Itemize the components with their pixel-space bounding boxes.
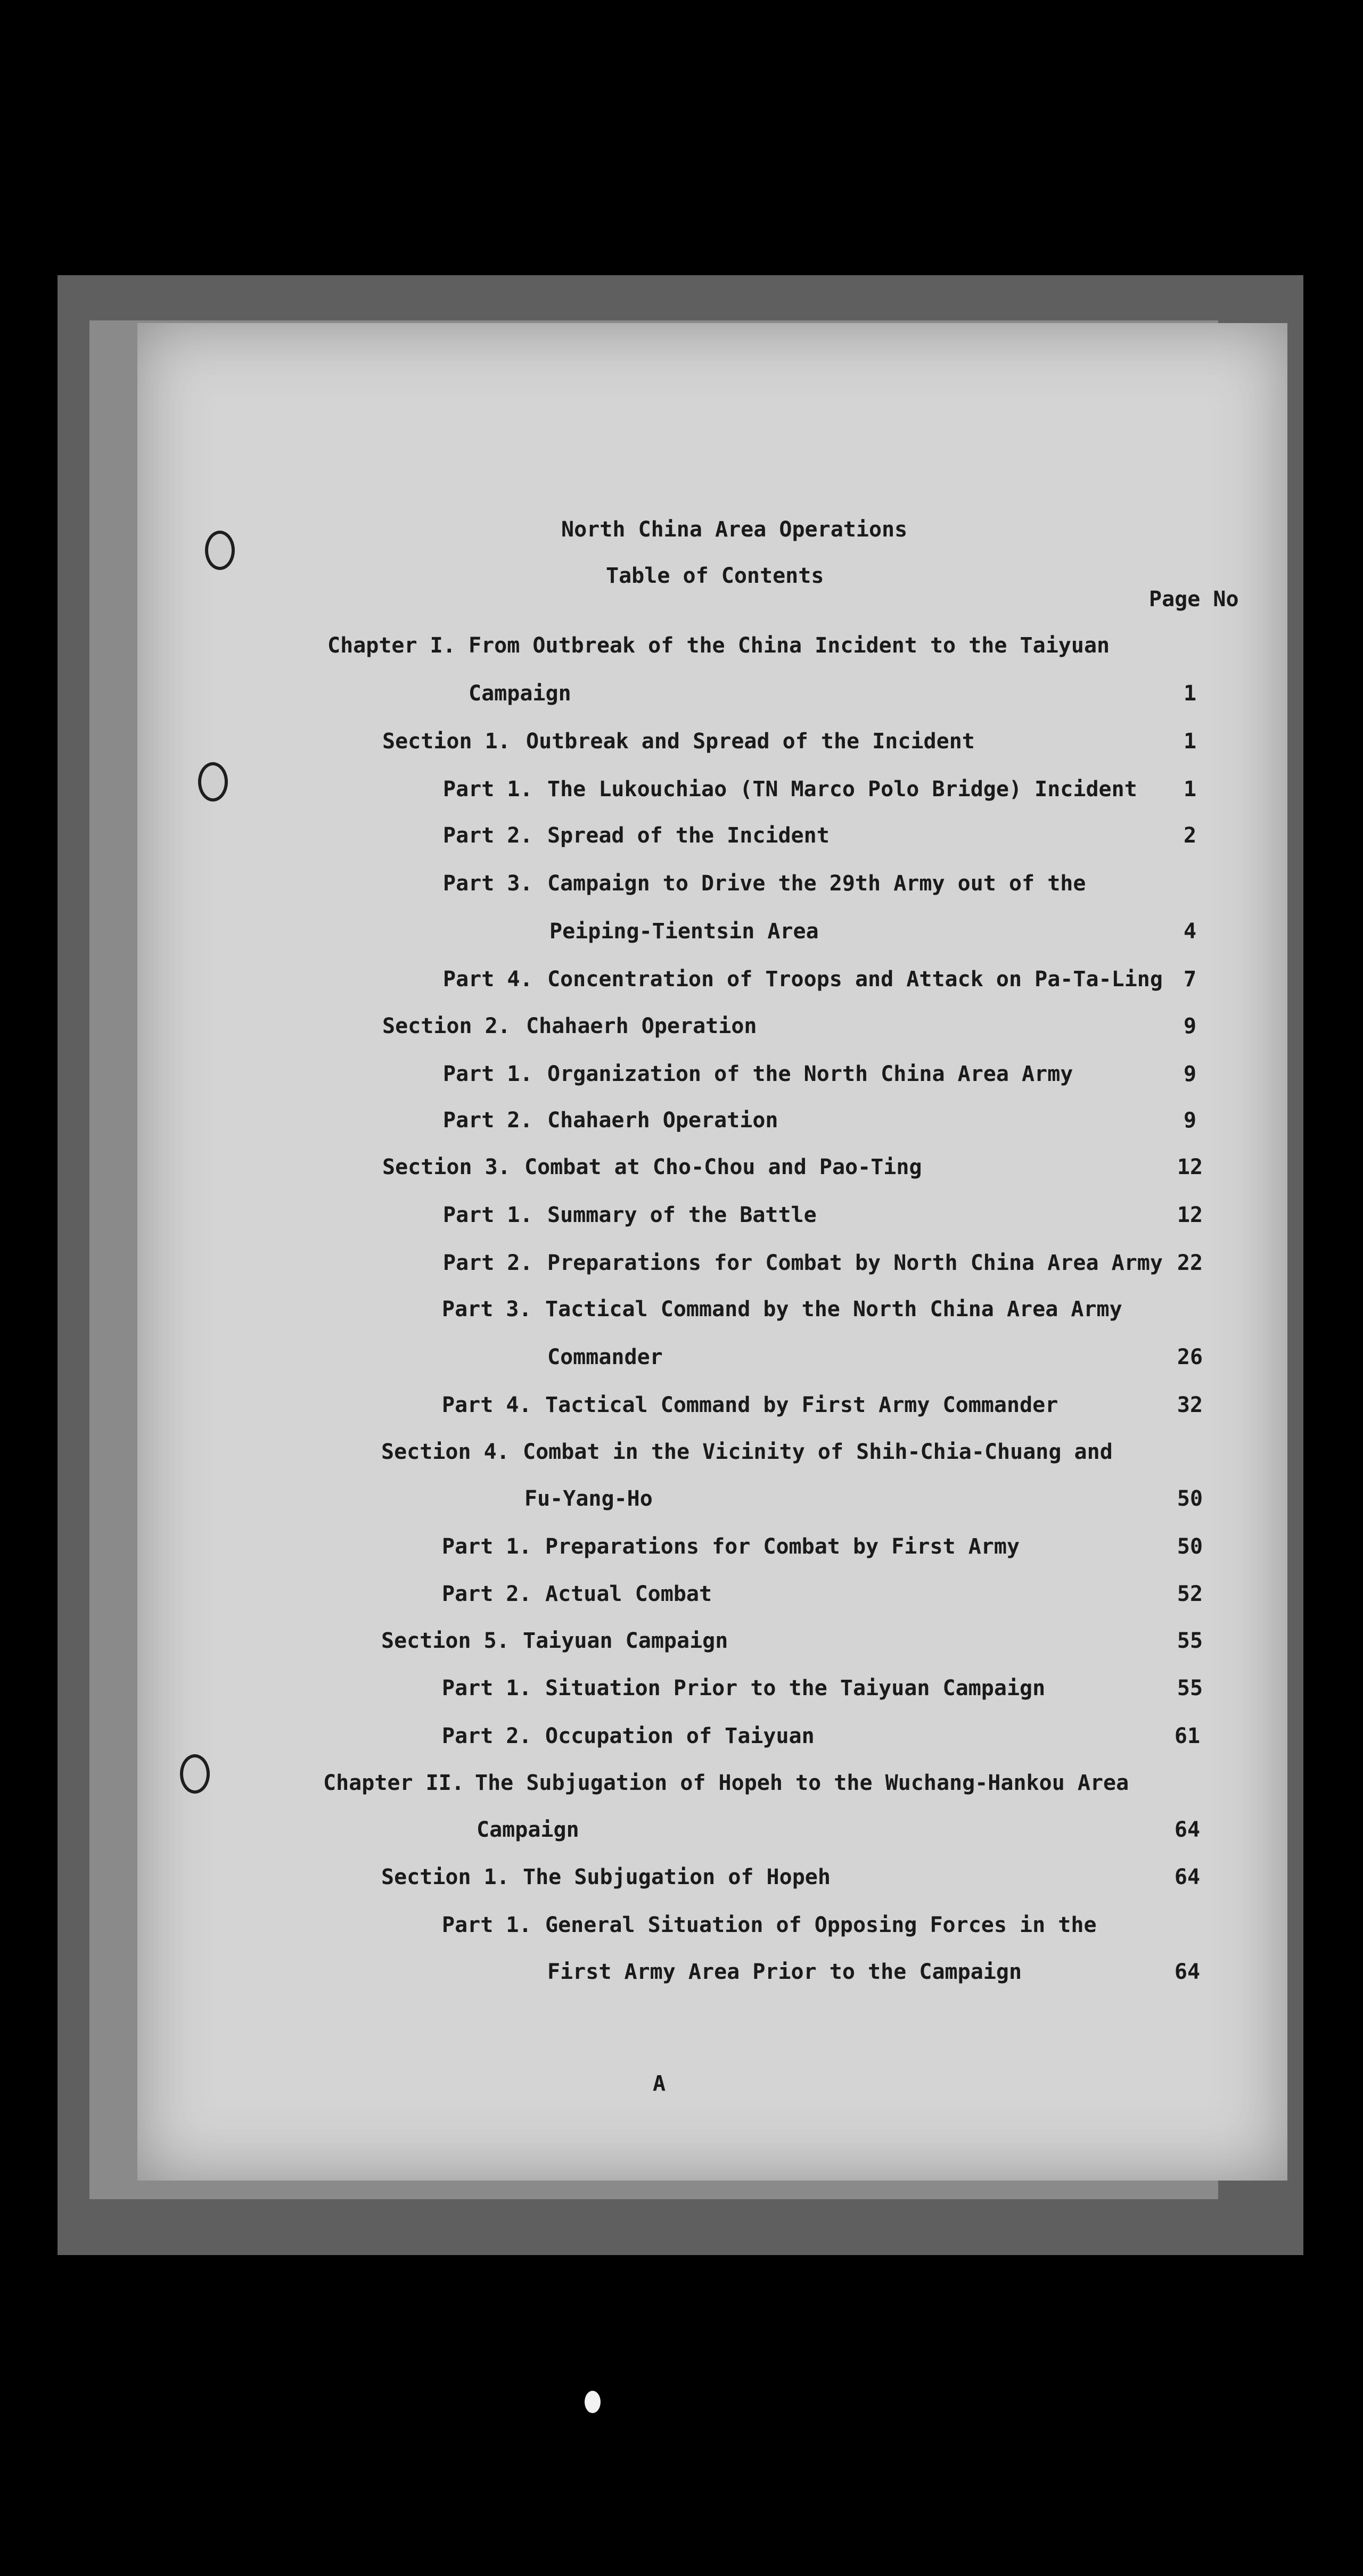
entry-title-cont: Fu-Yang-Ho	[524, 1487, 653, 1511]
entry-page: 12	[1177, 1203, 1203, 1227]
entry-page: 2	[1183, 823, 1197, 848]
entry-label: Section 2.	[382, 1014, 511, 1038]
entry-page: 1	[1183, 729, 1197, 754]
entry-page: 50	[1177, 1534, 1203, 1559]
doc-subtitle: Table of Contents	[606, 564, 824, 588]
entry-title: Situation Prior to the Taiyuan Campaign	[545, 1676, 1046, 1700]
entry-label: Section 4.	[381, 1440, 510, 1464]
entry-page: 52	[1177, 1582, 1203, 1606]
entry-page: 26	[1177, 1345, 1203, 1369]
entry-page: 55	[1177, 1676, 1203, 1700]
entry-page: 64	[1174, 1960, 1201, 1984]
entry-title: Combat at Cho-Chou and Pao-Ting	[524, 1155, 922, 1179]
entry-page: 32	[1177, 1393, 1203, 1417]
entry-page: 50	[1177, 1487, 1203, 1511]
entry-page: 55	[1177, 1629, 1203, 1653]
entry-label: Section 1.	[382, 729, 511, 754]
entry-title: Tactical Command by First Army Commander	[545, 1393, 1058, 1417]
entry-label: Part 4.	[442, 1393, 532, 1417]
entry-page: 12	[1177, 1155, 1203, 1179]
entry-title-cont: Commander	[547, 1345, 663, 1369]
entry-title-cont: First Army Area Prior to the Campaign	[547, 1960, 1022, 1984]
entry-label: Part 2.	[443, 1251, 533, 1275]
punch-hole-middle	[198, 762, 228, 802]
entry-label: Part 1.	[443, 1062, 533, 1086]
entry-label: Part 1.	[442, 1676, 532, 1700]
entry-title: Taiyuan Campaign	[523, 1629, 728, 1653]
entry-page: 9	[1183, 1062, 1197, 1086]
entry-title: Actual Combat	[545, 1582, 712, 1606]
entry-title: Spread of the Incident	[547, 823, 830, 848]
entry-page: 9	[1183, 1108, 1197, 1133]
entry-label: Chapter II.	[323, 1771, 464, 1795]
entry-title: Occupation of Taiyuan	[545, 1724, 815, 1748]
entry-label: Part 3.	[442, 1297, 532, 1322]
entry-page: 61	[1174, 1724, 1201, 1748]
entry-label: Part 1.	[442, 1913, 532, 1937]
film-blot	[585, 2391, 601, 2413]
entry-label: Part 1.	[442, 1534, 532, 1559]
entry-title: Combat in the Vicinity of Shih-Chia-Chuang and	[523, 1440, 1113, 1464]
entry-label: Section 3.	[382, 1155, 511, 1179]
entry-page: 7	[1183, 967, 1197, 992]
entry-title: Preparations for Combat by North China Area Army	[547, 1251, 1163, 1275]
entry-page: 1	[1183, 777, 1197, 802]
entry-page: 64	[1174, 1818, 1201, 1842]
entry-title-cont: Peiping-Tientsin Area	[549, 919, 819, 944]
entry-label: Part 1.	[443, 777, 533, 802]
entry-page: 4	[1183, 919, 1197, 944]
entry-title: Chahaerh Operation	[547, 1108, 778, 1133]
entry-page: 22	[1177, 1251, 1203, 1275]
entry-label: Section 5.	[381, 1629, 510, 1653]
entry-label: Part 4.	[443, 967, 533, 992]
entry-title: Preparations for Combat by First Army	[545, 1534, 1020, 1559]
entry-title: Campaign to Drive the 29th Army out of the	[547, 871, 1086, 896]
entry-title: General Situation of Opposing Forces in the	[545, 1913, 1097, 1937]
entry-label: Part 1.	[443, 1203, 533, 1227]
doc-title: North China Area Operations	[561, 517, 908, 542]
page-footer-letter: A	[653, 2071, 666, 2096]
entry-title: Organization of the North China Area Army	[547, 1062, 1073, 1086]
punch-hole-top	[205, 531, 235, 570]
entry-title: From Outbreak of the China Incident to the Taiyuan	[469, 633, 1110, 658]
entry-label: Part 2.	[443, 823, 533, 848]
entry-label: Part 3.	[443, 871, 533, 896]
entry-label: Part 2.	[443, 1108, 533, 1133]
entry-label: Chapter I.	[327, 633, 456, 658]
entry-title: Concentration of Troops and Attack on Pa-Ta-Ling	[547, 967, 1163, 992]
entry-title-cont: Campaign	[477, 1818, 579, 1842]
entry-page: 1	[1183, 681, 1197, 706]
entry-title: The Subjugation of Hopeh	[523, 1865, 831, 1889]
entry-title: Outbreak and Spread of the Incident	[526, 729, 975, 754]
punch-hole-bottom	[180, 1754, 210, 1794]
entry-title-cont: Campaign	[469, 681, 571, 706]
entry-title: Tactical Command by the North China Area Army	[545, 1297, 1122, 1322]
entry-label: Part 2.	[442, 1724, 532, 1748]
entry-label: Section 1.	[381, 1865, 510, 1889]
entry-title: Summary of the Battle	[547, 1203, 817, 1227]
entry-title: The Subjugation of Hopeh to the Wuchang-Hankou Area	[475, 1771, 1129, 1795]
entry-page: 9	[1183, 1014, 1197, 1038]
entry-page: 64	[1174, 1865, 1201, 1889]
page-no-header: Page No	[1149, 587, 1239, 612]
entry-title: The Lukouchiao (TN Marco Polo Bridge) Incident	[547, 777, 1137, 802]
entry-label: Part 2.	[442, 1582, 532, 1606]
entry-title: Chahaerh Operation	[526, 1014, 757, 1038]
